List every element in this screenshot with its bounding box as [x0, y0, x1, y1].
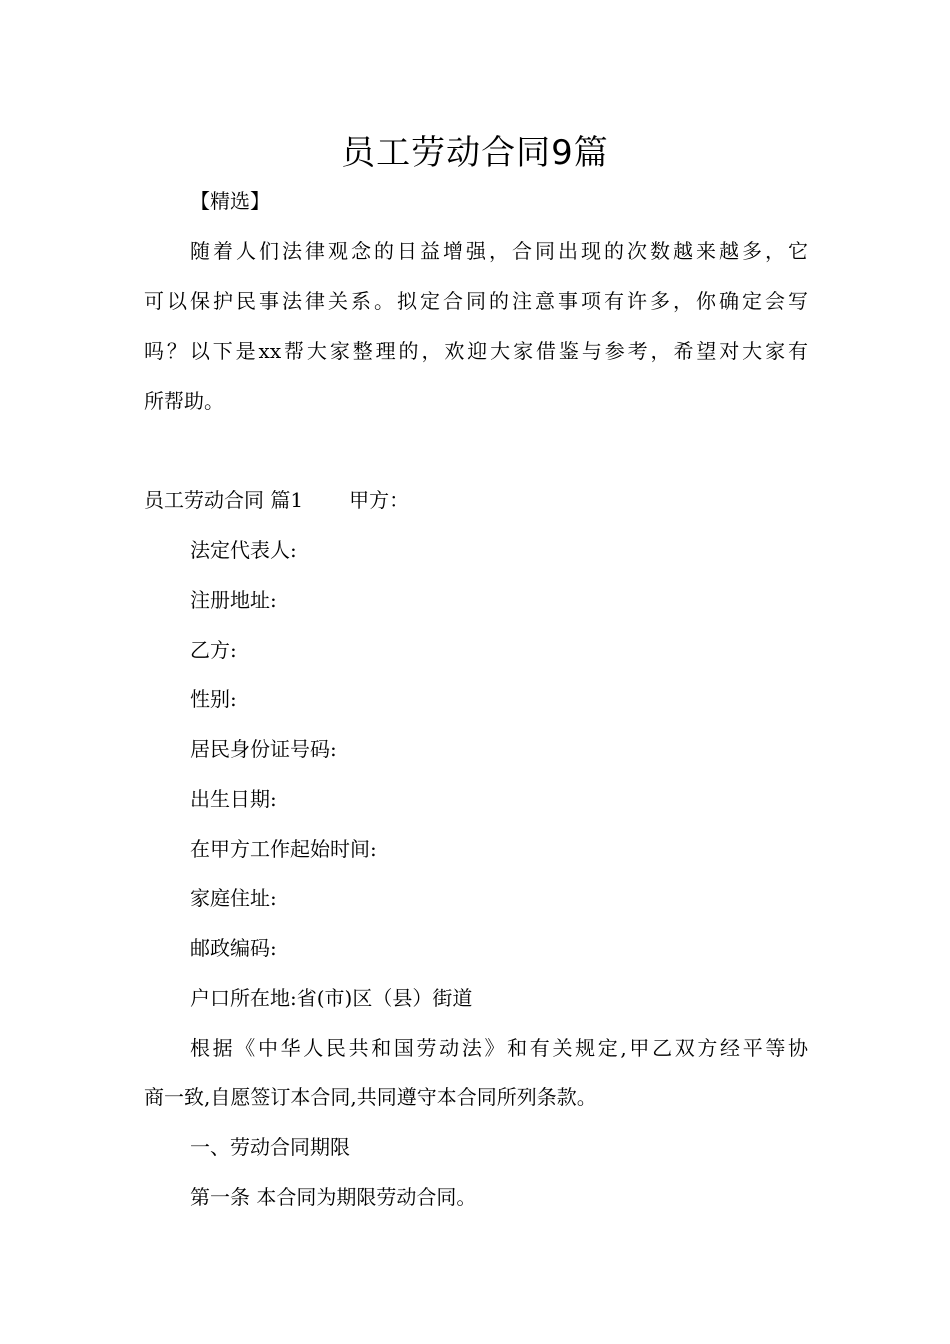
intro-line-1: 随着人们法律观念的日益增强，合同出现的次数越来越多，它 [190, 239, 808, 263]
section-heading-row [144, 486, 409, 514]
basis-line-1: 根据《中华人民共和国劳动法》和有关规定,甲乙双方经平等协 [190, 1036, 808, 1060]
chapter-one-heading: 一、劳动合同期限 [190, 1135, 350, 1159]
section-heading: 员工劳动合同 篇1 [144, 488, 304, 512]
field-legal-representative: 法定代表人: [190, 538, 297, 562]
field-birth-date: 出生日期: [190, 787, 277, 811]
field-id-number: 居民身份证号码: [190, 737, 337, 761]
field-party-b: 乙方: [190, 638, 237, 662]
field-registered-address: 注册地址: [190, 588, 277, 612]
field-postal-code: 邮政编码: [190, 936, 277, 960]
field-household-registration: 户口所在地:省(市)区（县）街道 [190, 986, 473, 1010]
article-one: 第一条 本合同为期限劳动合同。 [190, 1185, 477, 1209]
intro-line-3: 吗？以下是xx帮大家整理的，欢迎大家借鉴与参考，希望对大家有 [144, 339, 808, 363]
intro-line-2: 可以保护民事法律关系。拟定合同的注意事项有许多，你确定会写 [144, 289, 808, 313]
basis-line-2: 商一致,自愿签订本合同,共同遵守本合同所列条款。 [144, 1085, 597, 1109]
document-title: 员工劳动合同9篇 [341, 133, 609, 173]
field-home-address: 家庭住址: [190, 886, 277, 910]
field-start-time: 在甲方工作起始时间: [190, 837, 377, 861]
field-gender: 性别: [190, 687, 237, 711]
selected-tag: 【精选】 [190, 189, 270, 213]
intro-line-4: 所帮助。 [144, 389, 224, 413]
party-a-label: 甲方： [349, 488, 410, 512]
